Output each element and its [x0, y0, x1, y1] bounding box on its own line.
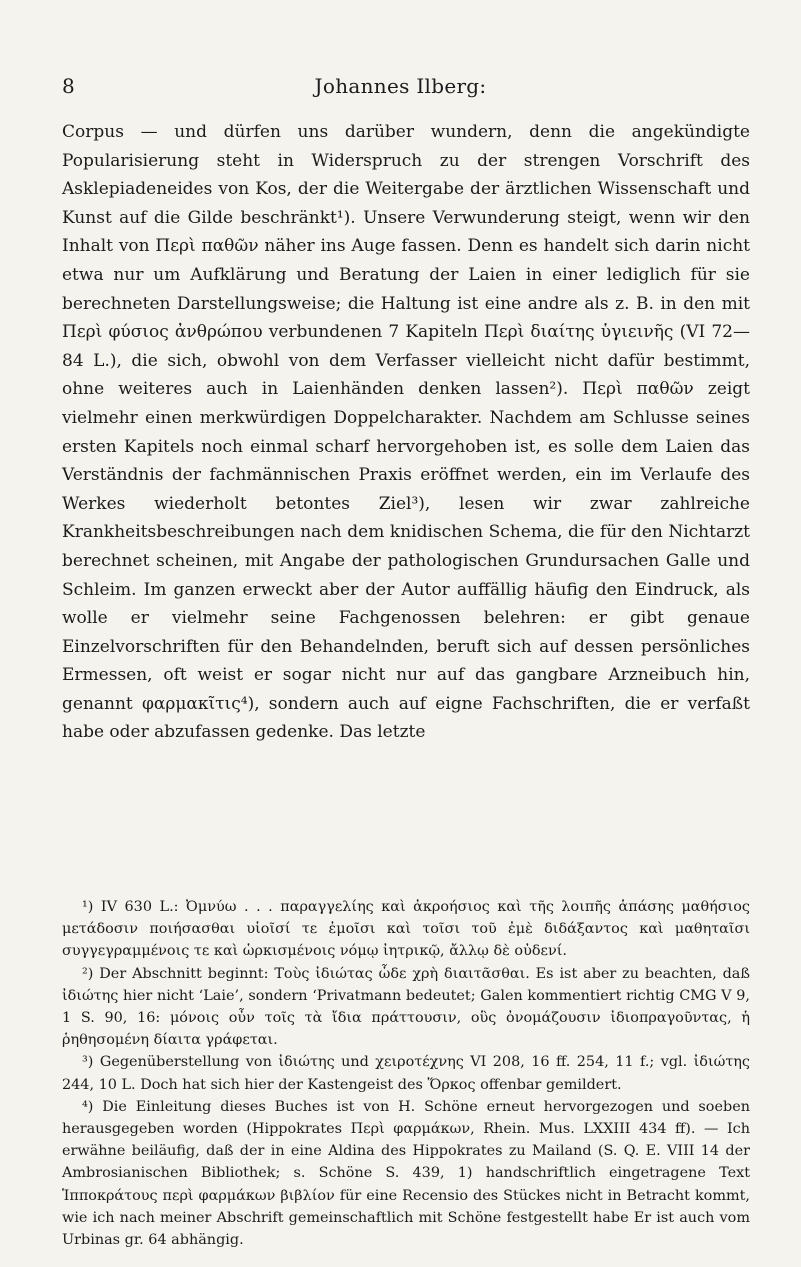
footnote-1: ¹) IV 630 L.: Ὀμνύω . . . παραγγελίης καὶ ἀκροήσιος καὶ τῆς λοιπῆς ἁπάσης μαθήσιος μετάδοσιν ποιήσασθαι υἱοῖσί τε ἐμοῖσι καὶ τοῖσι τοῦ ἐμὲ διδάξαντος καὶ μαθηταῖσι συγγεγραμμένοις τε καὶ ὡρκισμένοις νόμῳ ἰητρικῷ, ἄλλῳ δὲ οὐδενί. — [62, 899, 750, 960]
footnote-2: ²) Der Abschnitt beginnt: Τοὺς ἰδιώτας ὧδε χρὴ διαιτᾶσθαι. Es ist aber zu beachten, daß ἰδιώτης hier nicht ‘Laie’, sondern ‘Privatmann bedeutet; Galen kommentiert richtig CMG V 9, 1 S. 90, 16: μόνοις οὖν τοῖς τὰ ἴδια πράττουσιν, οὓς ὀνομάζουσιν ἰδιοπραγοῦντας, ἡ ῥηθησομένη δίαιτα γράφεται. — [62, 965, 750, 1049]
footnote-4: ⁴) Die Einleitung dieses Buches ist von H. Schöne erneut hervorgezogen und soeben herausgegeben worden (Hippokrates Περὶ φαρμάκων, Rhein. Mus. LXXIII 434 ff). — Ich erwähne beiläufig, daß der in eine Aldina des Hippokrates zu Mailand (S. Q. E. VIII 14 der Ambrosianischen Bibliothek; s. Schöne S. 439, 1) handschriftlich eingetragene Text Ἱπποκράτους περὶ φαρμάκων βιβλίον für eine Recensio des Stückes nicht in Betracht kommt, wie ich nach meiner Abschrift gemeinschaftlich mit Schöne festgestellt habe Er ist auch vom Urbinas gr. 64 abhängig. — [62, 1098, 750, 1249]
main-paragraph: Corpus — und dürfen uns darüber wundern, denn die angekündigte Popularisierung steht in Widerspruch zu der strengen Vorschrift des Asklepiadeneides von Kos, der die Weitergabe der ärztlichen Wissenschaft und Kunst auf die Gilde beschränkt¹). Unsere Verwunderung steigt, wenn wir den Inhalt von Περὶ παθῶν näher ins Auge fassen. Denn es handelt sich darin nicht etwa nur um Aufklärung und Beratung der Laien in einer lediglich für sie berechneten Darstellungsweise; die Haltung ist eine andre als z. B. in den mit Περὶ φύσιος ἀνθρώπου verbundenen 7 Kapiteln Περὶ διαίτης ὑγιεινῆς (VI 72—84 L.), die sich, obwohl von dem Verfasser vielleicht nicht dafür bestimmt, ohne weiteres auch in Laienhänden denken lassen²). Περὶ παθῶν zeigt vielmehr einen merkwürdigen Doppelcharakter. Nachdem am Schlusse seines ersten Kapitels noch einmal scharf hervorgehoben ist, es solle dem Laien das Verständnis der fachmännischen Praxis eröffnet werden, ein im Verlaufe des Werkes wiederholt betontes Ziel³), lesen wir zwar zahlreiche Krankheitsbeschreibungen nach dem knidischen Schema, die für den Nichtarzt berechnet scheinen, mit Angabe der pathologischen Grundursachen Galle und Schleim. Im ganzen erweckt aber der Autor auffällig häufig den Eindruck, als wolle er vielmehr seine Fachgenossen belehren: er gibt genaue Einzelvorschriften für den Behandelnden, beruft sich auf dessen persönliches Ermessen, oft weist er sogar nicht nur auf das gangbare Arzneibuch hin, genannt φαρμακῖτις⁴), sondern auch auf eigne Fachschriften, die er verfaßt habe oder abzufassen gedenke. Das letzte — [62, 122, 750, 743]
footnote-3: ³) Gegenüberstellung von ἰδιώτης und χειροτέχνης VI 208, 16 ff. 254, 11 f.; vgl. ἰδιώτης 244, 10 L. Doch hat sich hier der Kastengeist des Ὅρκος offenbar gemildert. — [62, 1054, 750, 1093]
page-number: 8 — [62, 74, 75, 98]
running-head: Johannes Ilberg: — [314, 74, 487, 98]
footnotes — [62, 896, 750, 1251]
